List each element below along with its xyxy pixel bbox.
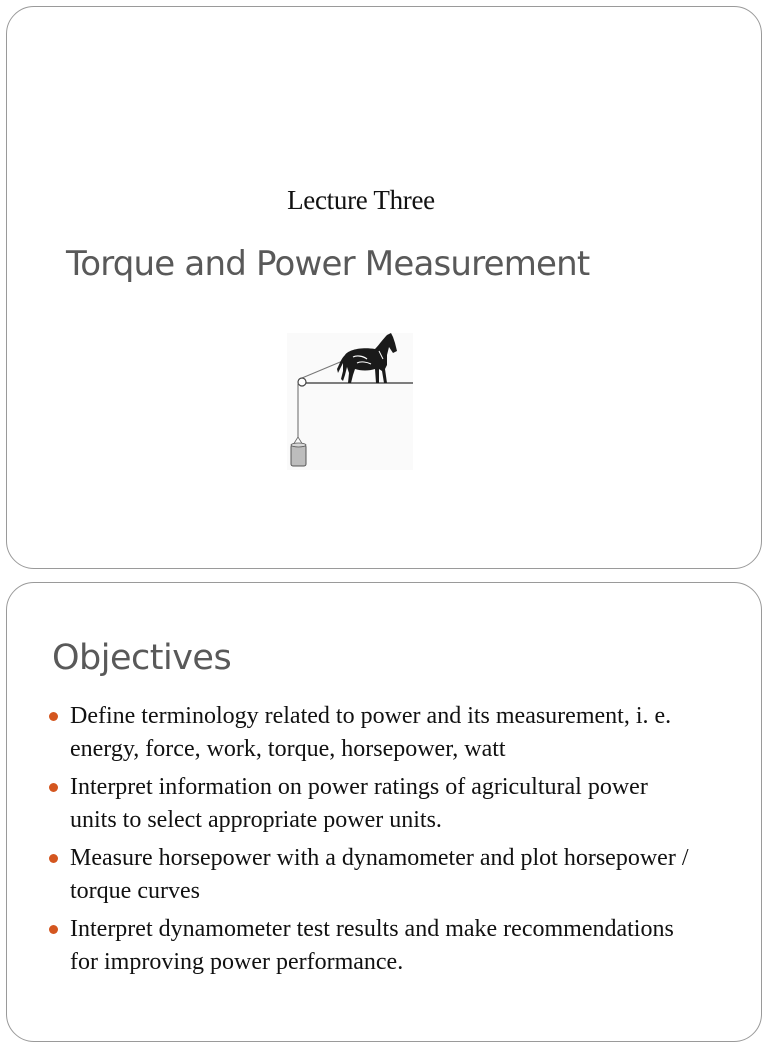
bullet-text: Interpret dynamometer test results and make recommendations for improving power performance. [70,916,674,975]
objectives-list [45,700,695,984]
weight-icon [291,443,306,466]
bullet-text: Define terminology related to power and its measurement, i. e. energy, force, work, torque, horsepower, watt [70,703,672,762]
bullet-icon [49,925,58,934]
list-item [45,771,695,836]
objectives-slide [6,582,762,1042]
pulley-icon [298,378,306,386]
lecture-subtitle: Lecture Three [287,185,435,215]
list-item [45,842,695,907]
list-item [45,700,695,765]
bullet-icon [49,783,58,792]
bullet-icon [49,712,58,721]
bullet-text: Measure horsepower with a dynamometer and plot horsepower / torque curves [70,845,689,904]
horse-pulley-illustration [283,325,413,470]
objectives-title: Objectives [52,638,232,678]
bullet-icon [49,854,58,863]
title-slide [6,6,762,569]
lecture-title: Torque and Power Measurement [66,244,590,284]
list-item [45,913,695,978]
bullet-text: Interpret information on power ratings of agricultural power units to select appropriate power units. [70,774,648,833]
